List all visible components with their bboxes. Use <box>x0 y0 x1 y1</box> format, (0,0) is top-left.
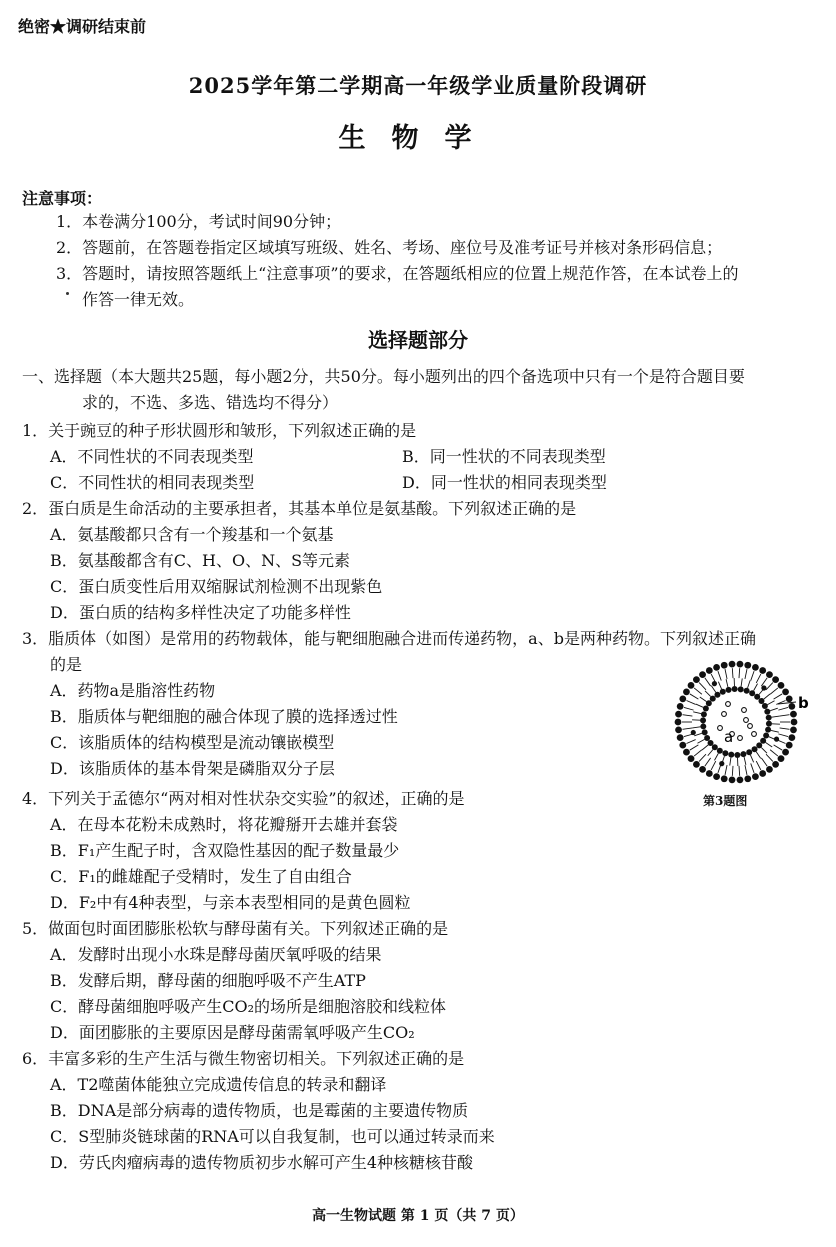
page-footer: 高一生物试题 第 1 页（共 7 页） <box>312 1208 524 1224</box>
drug-a-particle <box>738 736 743 741</box>
lipid-head <box>700 717 706 723</box>
lipid-tail <box>718 682 721 689</box>
lipid-tail <box>686 700 695 704</box>
lipid-tail <box>683 715 693 716</box>
question-stem: 4．下列关于孟德尔“两对相对性状杂交实验”的叙述，正确的是 <box>22 789 465 808</box>
drug-b-particle <box>712 681 717 686</box>
lipid-head <box>675 719 682 726</box>
lipid-head <box>720 689 726 695</box>
outer-lipid-layer <box>675 661 798 784</box>
question-option: D．蛋白质的结构多样性决定了功能多样性 <box>50 603 351 622</box>
lipid-tail <box>711 686 715 693</box>
lipid-head <box>683 688 690 695</box>
drug-b-particle <box>761 685 766 690</box>
question-option: B．同一性状的不同表现类型 <box>402 447 606 466</box>
lipid-head <box>764 709 770 715</box>
lipid-tail <box>744 757 746 765</box>
lipid-tail <box>694 688 702 694</box>
lipid-head <box>699 766 706 773</box>
drug-b-particle <box>691 730 696 735</box>
lipid-tail <box>756 761 761 770</box>
lipid-tail <box>705 678 711 686</box>
lipid-head <box>756 742 762 748</box>
lipid-tail <box>754 684 758 691</box>
notice-item: 1．本卷满分100分，考试时间90分钟； <box>56 212 342 231</box>
lipid-tail <box>766 742 773 747</box>
subject-title: 生物学 <box>338 123 498 154</box>
question-stem: 5．做面包时面团膨胀松软与酵母菌有关。下列叙述正确的是 <box>22 919 449 938</box>
lipid-head <box>688 755 695 762</box>
lipid-head <box>714 692 720 698</box>
question-option: A．发酵时出现小水珠是酵母菌厌氧呼吸的结果 <box>50 945 382 964</box>
lipid-head <box>721 775 728 782</box>
exam-title: 2025学年第二学期高一年级学业质量阶段调研 <box>188 73 648 98</box>
lipid-head <box>744 688 750 694</box>
lipid-head <box>766 721 772 727</box>
lipid-tail <box>756 674 761 683</box>
lipid-head <box>790 726 797 733</box>
question-option: D．F₂中有4种表型，与亲本表型相同的是黄色圆粒 <box>50 893 411 912</box>
lipid-head <box>740 751 746 757</box>
question-option: B．氨基酸都含有C、H、O、N、S等元素 <box>50 551 351 570</box>
lipid-head <box>683 749 690 756</box>
lipid-head <box>738 686 744 692</box>
lipid-head <box>760 738 766 744</box>
question-option: A．药物a是脂溶性药物 <box>50 681 216 700</box>
lipid-tail <box>770 708 778 711</box>
lipid-head <box>759 770 766 777</box>
lipid-head <box>746 749 752 755</box>
lipid-head <box>679 742 686 749</box>
question-stem: 1．关于豌豆的种子形状圆形和皱形，下列叙述正确的是 <box>22 421 417 440</box>
drug-a-particle <box>752 732 757 737</box>
question-option: D．同一性状的相同表现类型 <box>402 473 607 492</box>
lipid-head <box>758 698 764 704</box>
lipid-tail <box>748 680 751 688</box>
lipid-tail <box>684 707 694 710</box>
lipid-tail <box>751 763 754 772</box>
inner-lipid-layer <box>692 678 780 766</box>
lipid-head <box>704 735 710 741</box>
lipid-tail <box>694 750 702 756</box>
lipid-tail <box>725 669 727 679</box>
lipid-tail <box>696 704 703 707</box>
lipid-head <box>766 766 773 773</box>
lipid-tail <box>780 728 790 729</box>
lipid-tail <box>739 668 740 678</box>
lipid-tail <box>692 727 700 728</box>
lipid-head <box>729 661 736 668</box>
liposome-figure <box>672 658 822 788</box>
lipid-tail <box>745 765 747 775</box>
question-option: C．该脂质体的结构模型是流动镶嵌模型 <box>50 733 335 752</box>
lipid-head <box>737 776 744 783</box>
lipid-head <box>765 727 771 733</box>
lipid-tail <box>761 758 767 766</box>
question-option: D．劳氏肉瘤病毒的遗传物质初步水解可产生4种核糖核苷酸 <box>50 1153 474 1172</box>
question-option: A．在母本花粉未成熟时，将花瓣掰开去雄并套袋 <box>50 815 398 834</box>
lipid-head <box>778 682 785 689</box>
lipid-head <box>706 667 713 674</box>
lipid-head <box>772 761 779 768</box>
lipid-tail <box>686 740 695 744</box>
lipid-head <box>786 742 793 749</box>
drug-a-particle <box>742 708 747 713</box>
notice-item: 3．答题时，请按照答题纸上“注意事项”的要求，在答题纸相应的位置上规范作答，在本试卷上的 <box>56 264 739 283</box>
lipid-head <box>728 752 734 758</box>
lipid-head <box>675 726 682 733</box>
question-stem: 2．蛋白质是生命活动的主要承担者，其基本单位是氨基酸。下列叙述正确的是 <box>22 499 577 518</box>
question-stem: 的是 <box>50 655 83 674</box>
lipid-head <box>752 746 758 752</box>
lipid-head <box>732 686 738 692</box>
lipid-head <box>700 723 706 729</box>
lipid-tail <box>766 754 773 761</box>
lipid-tail <box>739 766 740 776</box>
lipid-head <box>677 703 684 710</box>
lipid-tail <box>774 745 783 750</box>
lipid-head <box>737 661 744 668</box>
lipid-tail <box>768 701 775 705</box>
lipid-head <box>782 749 789 756</box>
question-stem: 6．丰富多彩的生产生活与微生物密切相关。下列叙述正确的是 <box>22 1049 465 1068</box>
lipid-head <box>788 734 795 741</box>
lipid-head <box>734 752 740 758</box>
question-option: A．氨基酸都只含有一个羧基和一个氨基 <box>50 525 334 544</box>
lipid-head <box>708 740 714 746</box>
lipid-tail <box>761 678 767 686</box>
lipid-tail <box>708 750 713 756</box>
lipid-head <box>788 703 795 710</box>
lipid-head <box>713 664 720 671</box>
question-option: B．脂质体与靶细胞的融合体现了膜的选择透过性 <box>50 707 398 726</box>
figure-caption: 第3题图 <box>703 794 748 808</box>
drug-a-particle <box>718 726 723 731</box>
lipid-head <box>749 690 755 696</box>
question-option: D．面团膨胀的主要原因是酵母菌需氧呼吸产生CO₂ <box>50 1023 415 1042</box>
lipid-head <box>703 706 709 712</box>
drug-a-particle <box>744 718 749 723</box>
lipid-head <box>726 687 732 693</box>
lipid-tail <box>702 745 708 750</box>
lipid-tail <box>726 679 728 687</box>
lipid-tail <box>699 683 706 690</box>
lipid-tail <box>756 752 760 759</box>
lipid-tail <box>732 766 733 776</box>
question-option: D．该脂质体的基本骨架是磷脂双分子层 <box>50 759 335 778</box>
lipid-head <box>712 744 718 750</box>
lipid-head <box>754 694 760 700</box>
lipid-tail <box>750 755 753 762</box>
lipid-head <box>786 695 793 702</box>
lipid-tail <box>732 668 733 678</box>
lipid-tail <box>741 678 742 686</box>
lipid-head <box>766 671 773 678</box>
drug-a-particle <box>748 724 753 729</box>
lipid-head <box>762 703 768 709</box>
lipid-tail <box>774 694 783 699</box>
lipid-tail <box>778 707 788 710</box>
lipid-head <box>706 770 713 777</box>
lipid-tail <box>764 694 770 699</box>
lipid-tail <box>705 758 711 766</box>
lipid-head <box>752 773 759 780</box>
lipid-tail <box>766 683 773 690</box>
question-option: A．T2噬菌体能独立完成遗传信息的转录和翻译 <box>50 1075 387 1094</box>
drug-b-particle <box>774 737 779 742</box>
drug-a-particle <box>722 712 727 717</box>
lipid-tail <box>761 748 767 754</box>
notice-item: 2．答题前，在答题卷指定区域填写班级、姓名、考场、座位号及准考证号并核对条形码信息； <box>56 238 723 257</box>
lipid-tail <box>683 728 693 729</box>
lipid-tail <box>700 697 707 702</box>
question-option: C．酵母菌细胞呼吸产生CO₂的场所是细胞溶胶和线粒体 <box>50 997 447 1016</box>
lipid-head <box>772 676 779 683</box>
lipid-tail <box>711 761 716 770</box>
lipid-tail <box>751 671 754 680</box>
lipid-tail <box>697 739 704 743</box>
lipid-head <box>713 773 720 780</box>
lipid-tail <box>745 669 747 679</box>
lipid-tail <box>778 734 788 737</box>
lipid-head <box>778 755 785 762</box>
lipid-head <box>675 711 682 718</box>
question-option: C．F₁的雌雄配子受精时，发生了自由组合 <box>50 867 352 886</box>
question-option: B．F₁产生配子时，含双隐性基因的配子数量最少 <box>50 841 400 860</box>
lipid-head <box>759 667 766 674</box>
lipid-head <box>717 748 723 754</box>
lipid-head <box>752 664 759 671</box>
lipid-head <box>791 719 798 726</box>
lipid-tail <box>705 691 711 697</box>
lipid-tail <box>693 712 701 714</box>
lipid-head <box>744 775 751 782</box>
lipid-head <box>701 711 707 717</box>
lipid-head <box>722 750 728 756</box>
lipid-tail <box>699 754 706 761</box>
lipid-head <box>782 688 789 695</box>
lipid-tail <box>714 753 718 760</box>
lipid-head <box>699 671 706 678</box>
lipid-tail <box>690 745 699 750</box>
question-option: C．不同性状的相同表现类型 <box>50 473 255 492</box>
lipid-tail <box>772 716 780 717</box>
lipid-tail <box>725 765 727 775</box>
lipid-head <box>710 696 716 702</box>
lipid-head <box>679 695 686 702</box>
section-intro: 一、选择题（本大题共25题，每小题2分，共50分。每小题列出的四个备选项中只有一个是符合题目要 <box>22 367 745 386</box>
lipid-head <box>706 700 712 706</box>
lipid-head <box>693 676 700 683</box>
lipid-tail <box>690 694 699 699</box>
lipid-head <box>693 761 700 768</box>
question-stem: 3．脂质体（如图）是常用的药物载体，能与靶细胞融合进而传递药物，a、b是两种药物。下列叙述正确 <box>22 629 756 648</box>
lipid-tail <box>730 758 731 766</box>
lipid-head <box>766 715 772 721</box>
lipid-head <box>790 711 797 718</box>
question-option: B．DNA是部分病毒的遗传物质，也是霉菌的主要遗传物质 <box>50 1101 469 1120</box>
section-title: 选择题部分 <box>368 328 468 352</box>
lipid-tail <box>770 750 778 756</box>
lipid-tail <box>770 688 778 694</box>
lipid-head <box>677 734 684 741</box>
question-option: C．蛋白质变性后用双缩脲试剂检测不出现紫色 <box>50 577 383 596</box>
lipid-head <box>744 662 751 669</box>
label-b: b <box>798 694 809 712</box>
question-option: A．不同性状的不同表现类型 <box>50 447 254 466</box>
notice-item: 作答一律无效。 <box>82 290 195 309</box>
lipid-head <box>702 729 708 735</box>
lipid-tail <box>780 715 790 716</box>
drug-a-particle <box>726 702 731 707</box>
lipid-head <box>763 732 769 738</box>
lipid-head <box>721 662 728 669</box>
lipid-head <box>729 776 736 783</box>
question-option: C．S型肺炎链球菌的RNA可以自我复制，也可以通过转录而来 <box>50 1127 495 1146</box>
lipid-tail <box>718 671 721 680</box>
lipid-tail <box>771 730 779 732</box>
question-option: B．发酵后期，酵母菌的细胞呼吸不产生ATP <box>50 971 366 990</box>
drug-b-particle <box>719 761 724 766</box>
lipid-head <box>688 682 695 689</box>
section-intro: 求的，不选、多选、错选均不得分） <box>82 393 339 412</box>
scan-speck <box>66 292 69 295</box>
confidential-mark: 绝密★调研结束前 <box>18 17 147 36</box>
label-a: a <box>724 728 734 746</box>
notice-heading: 注意事项： <box>22 189 103 208</box>
